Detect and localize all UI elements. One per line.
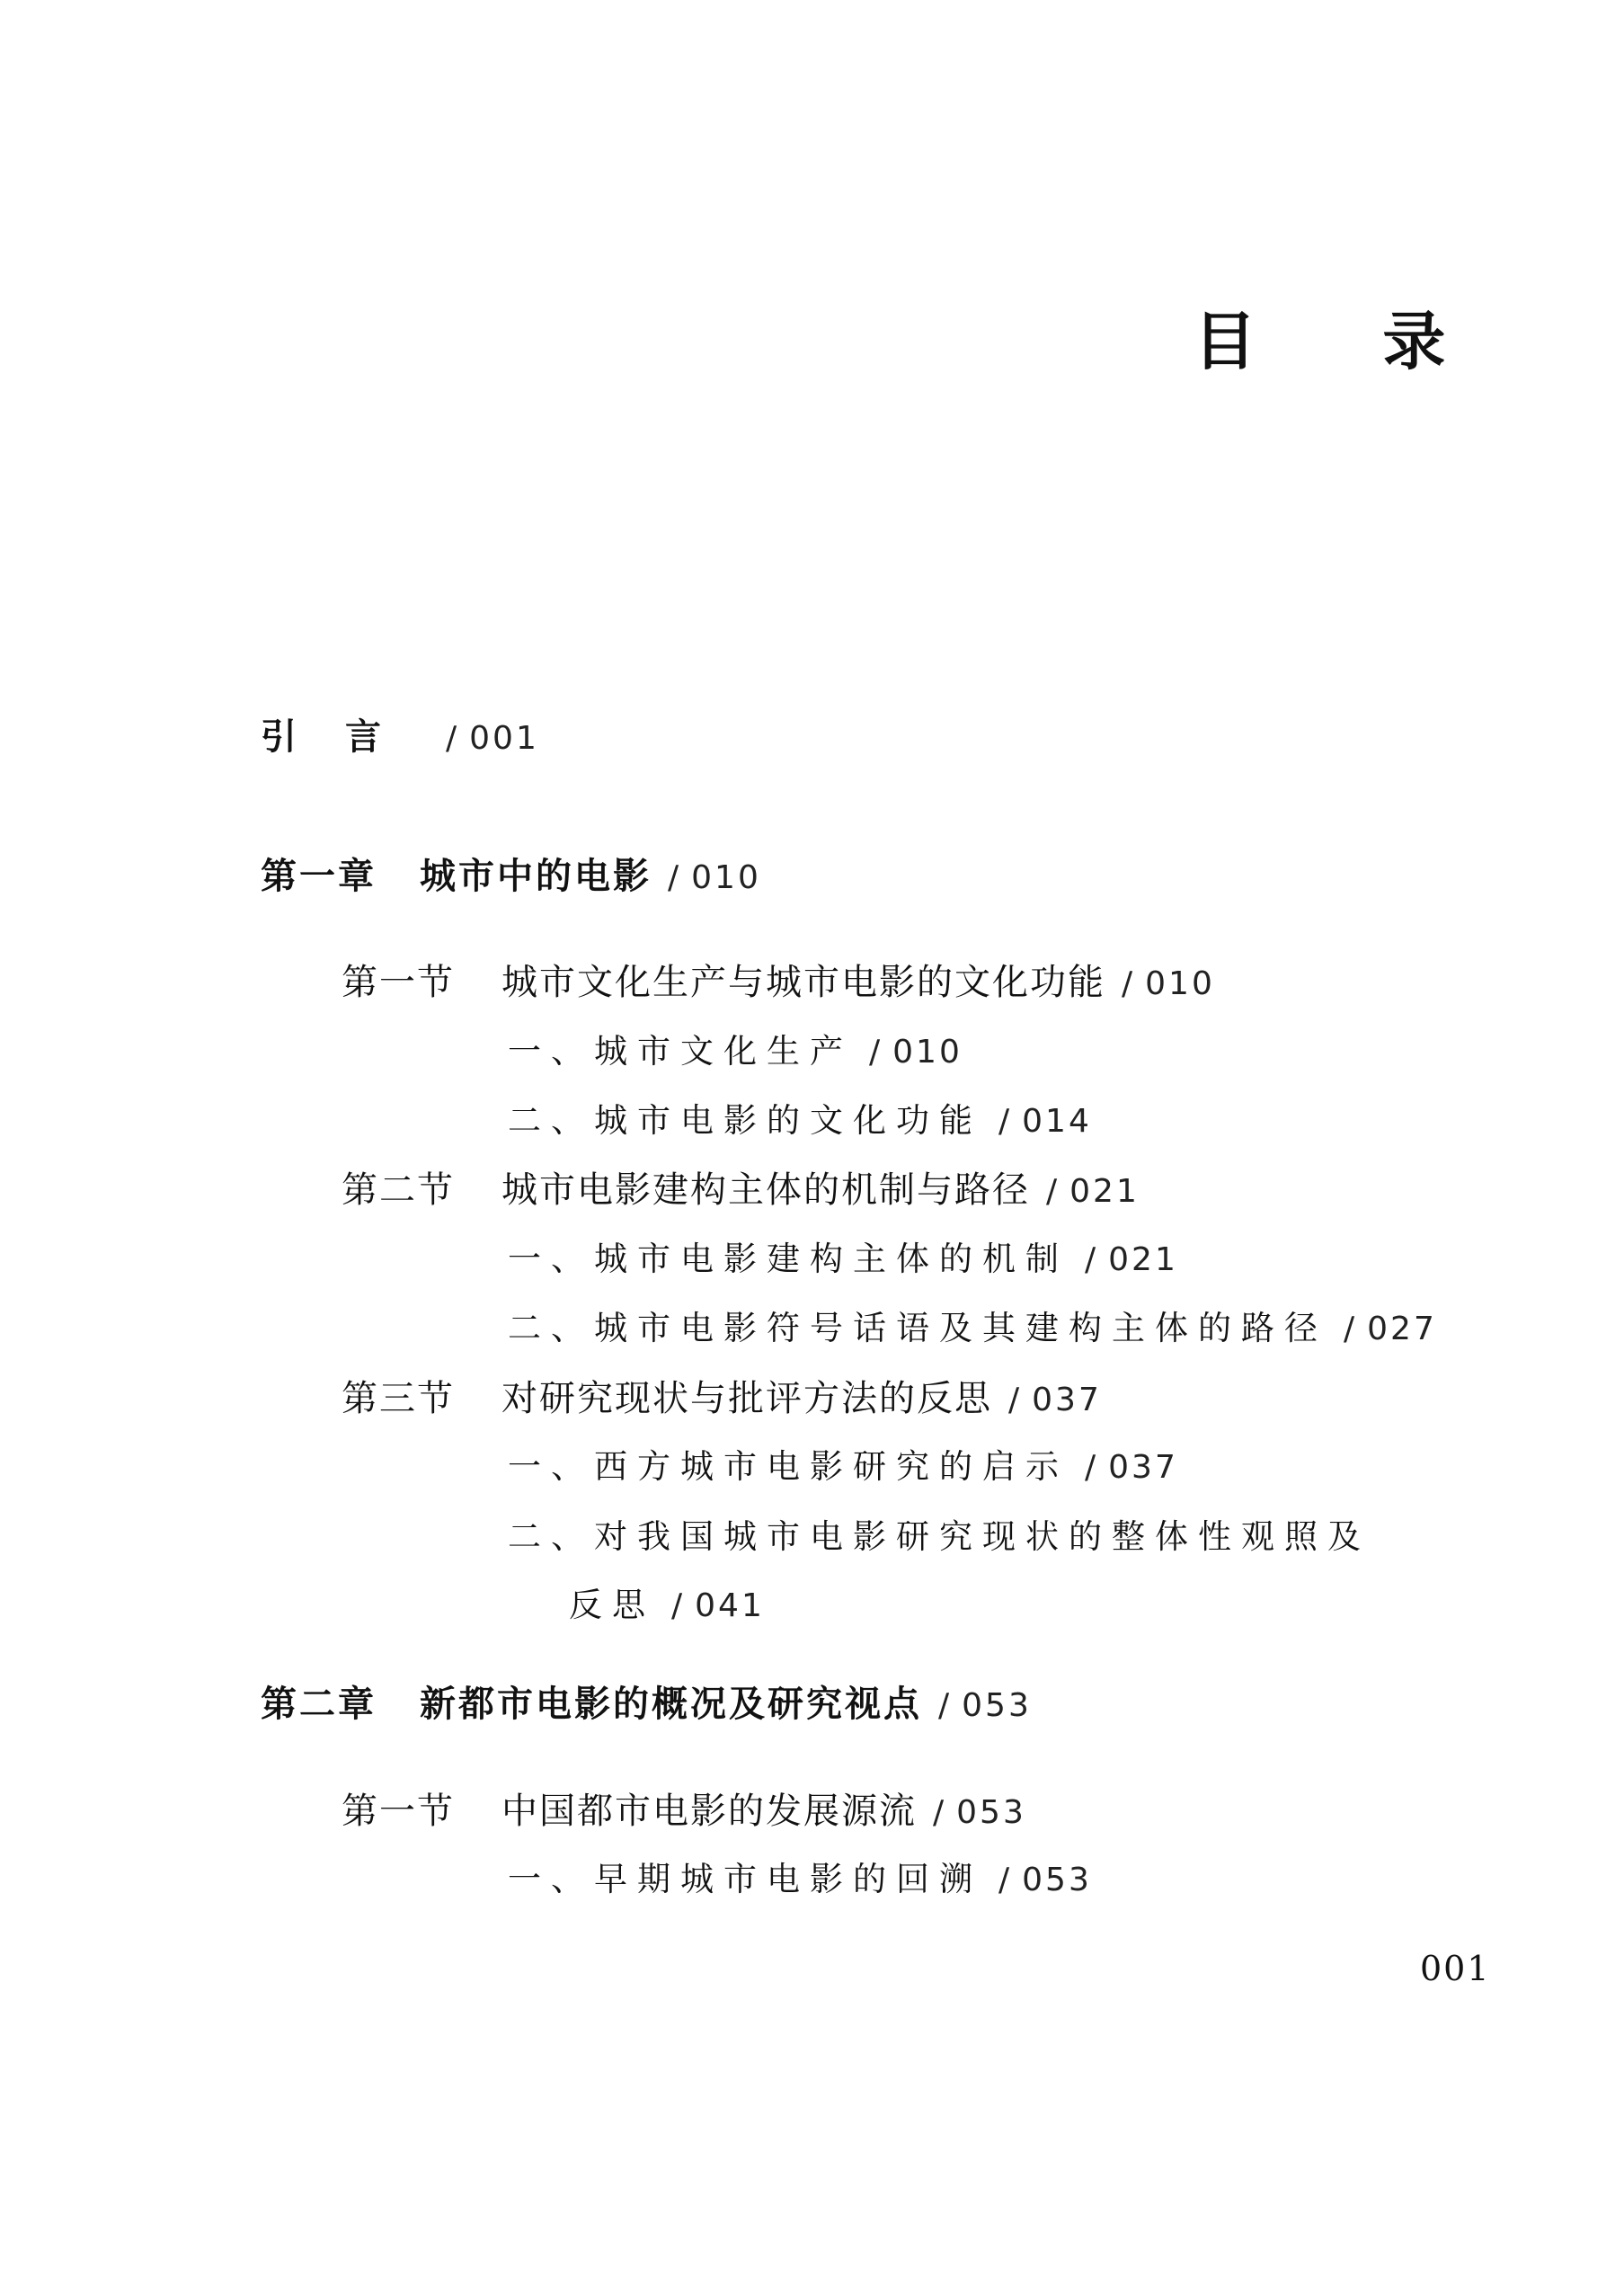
subsection-title: 二、对我国城市电影研究现状的整体性观照及 bbox=[508, 1517, 1371, 1556]
toc-subsection[interactable] bbox=[508, 1517, 1371, 1556]
toc-subsection[interactable] bbox=[508, 1101, 1092, 1140]
page-separator: / bbox=[1344, 1311, 1355, 1347]
subsection-title: 一、早期城市电影的回溯 bbox=[508, 1860, 982, 1898]
toc-chapter-2[interactable] bbox=[261, 1684, 1032, 1725]
toc-subsection[interactable] bbox=[508, 1862, 1092, 1897]
page-number: 010 bbox=[892, 1034, 963, 1071]
chapter-label: 第一章 bbox=[261, 856, 377, 897]
chapter-label: 第二章 bbox=[261, 1684, 377, 1725]
section-title: 对研究现状与批评方法的反思 bbox=[501, 1378, 992, 1419]
page-separator: / bbox=[998, 1103, 1010, 1140]
section-label: 第一节 bbox=[342, 1791, 455, 1832]
toc-entry-intro[interactable] bbox=[261, 716, 539, 758]
subsection-title: 二、城市电影的文化功能 bbox=[508, 1101, 982, 1140]
section-label: 第二节 bbox=[342, 1169, 455, 1211]
subsection-title: 二、城市电影符号话语及其建构主体的路径 bbox=[508, 1309, 1327, 1347]
toc-section-1-2[interactable] bbox=[342, 1169, 1140, 1211]
page-number: 021 bbox=[1069, 1173, 1140, 1210]
page-number: 037 bbox=[1032, 1382, 1102, 1418]
toc-subsection[interactable] bbox=[508, 1311, 1437, 1346]
page-number: 001 bbox=[469, 720, 539, 757]
page-separator: / bbox=[446, 720, 457, 757]
page-title: 目 录 bbox=[1194, 304, 1498, 378]
chapter-title: 城市中的电影 bbox=[420, 856, 652, 897]
subsection-title: 一、城市文化生产 bbox=[508, 1032, 853, 1071]
toc-subsection[interactable] bbox=[508, 1032, 963, 1071]
page-separator: / bbox=[1046, 1173, 1058, 1210]
subsection-title-cont: 反思 bbox=[569, 1586, 655, 1624]
page-number: 037 bbox=[1108, 1449, 1178, 1486]
page-folio: 001 bbox=[1420, 1949, 1491, 1988]
page-separator: / bbox=[933, 1794, 945, 1831]
page-number: 053 bbox=[956, 1794, 1026, 1831]
page-number: 010 bbox=[1145, 965, 1215, 1002]
section-title: 中国都市电影的发展源流 bbox=[501, 1791, 917, 1832]
section-label: 第三节 bbox=[342, 1378, 455, 1419]
page-number: 014 bbox=[1022, 1103, 1092, 1140]
page-separator: / bbox=[1085, 1241, 1096, 1278]
page-separator: / bbox=[671, 1587, 683, 1624]
section-title: 城市电影建构主体的机制与路径 bbox=[501, 1169, 1030, 1211]
toc-chapter-1[interactable] bbox=[261, 856, 761, 897]
subsection-title: 一、西方城市电影研究的启示 bbox=[508, 1447, 1069, 1486]
page-separator: / bbox=[1122, 965, 1133, 1002]
page-separator: / bbox=[869, 1034, 881, 1071]
page-number: 041 bbox=[695, 1587, 765, 1624]
page-separator: / bbox=[998, 1862, 1010, 1898]
page-number: 053 bbox=[962, 1687, 1032, 1724]
page-separator: / bbox=[1085, 1449, 1096, 1486]
toc-section-2-1[interactable] bbox=[342, 1791, 1026, 1832]
page-separator: / bbox=[668, 859, 679, 896]
toc-section-1-3[interactable] bbox=[342, 1378, 1102, 1419]
toc-subsection[interactable] bbox=[508, 1242, 1178, 1276]
page-separator: / bbox=[1008, 1382, 1020, 1418]
toc-subsection[interactable] bbox=[508, 1447, 1178, 1486]
section-title: 城市文化生产与城市电影的文化功能 bbox=[501, 962, 1105, 1003]
page-number: 027 bbox=[1367, 1311, 1437, 1347]
page-number: 010 bbox=[691, 859, 761, 896]
page-separator: / bbox=[938, 1687, 950, 1724]
toc-subsection-continued[interactable] bbox=[569, 1588, 765, 1622]
intro-label: 引言 bbox=[261, 716, 430, 758]
toc-section-1-1[interactable] bbox=[342, 962, 1215, 1003]
page-number: 021 bbox=[1108, 1241, 1178, 1278]
chapter-title: 新都市电影的概况及研究视点 bbox=[420, 1684, 922, 1725]
section-label: 第一节 bbox=[342, 962, 455, 1003]
page-number: 053 bbox=[1022, 1862, 1092, 1898]
subsection-title: 一、城市电影建构主体的机制 bbox=[508, 1240, 1069, 1278]
